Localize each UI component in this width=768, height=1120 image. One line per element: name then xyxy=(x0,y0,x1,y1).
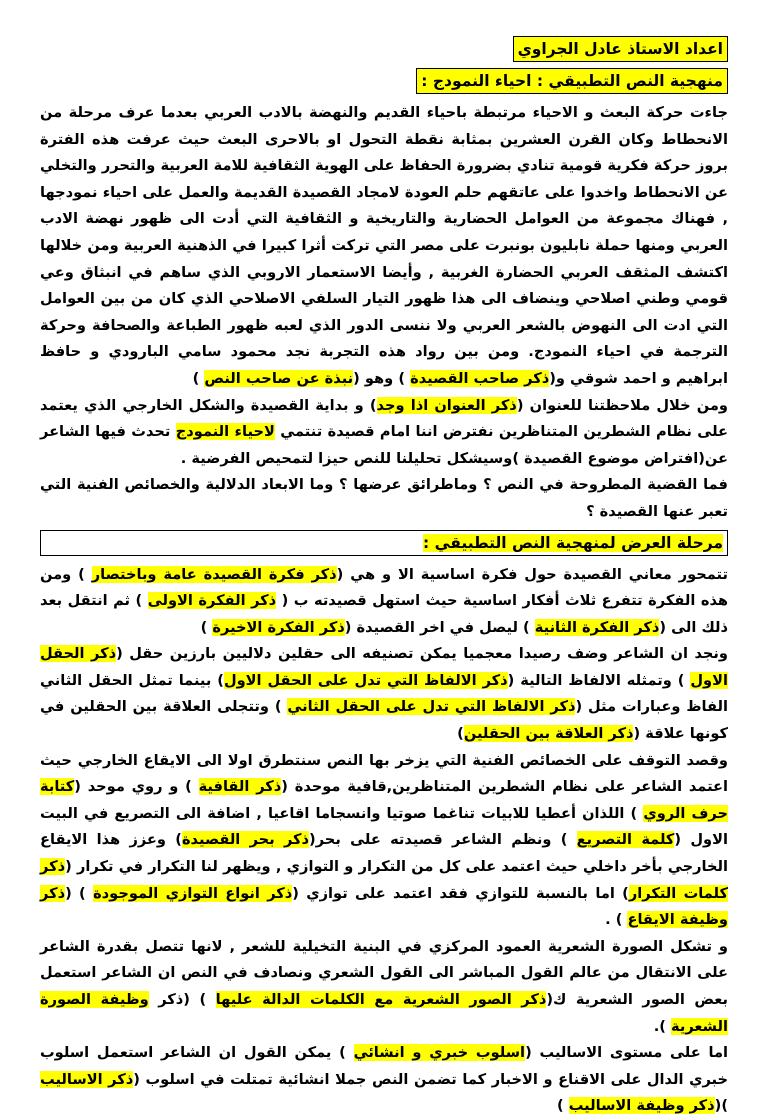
questions-paragraph: فما القضية المطروحة في النص ؟ وماطرائق عرضها ؟ وما الابعاد الدلالية والخصائص الفنية التي تعبر عنها القصيدة ؟ xyxy=(40,476,728,520)
p5-text-4: ) وتتجلى العلاقة بين الحقلين في كونها علاقة ( xyxy=(40,698,728,743)
p8-text-3: )( xyxy=(714,1097,728,1115)
intro-text-3: ) xyxy=(192,369,205,387)
imagery-paragraph xyxy=(40,934,728,1040)
intro-text-2: ) وهو ( xyxy=(353,369,411,387)
p7-text-2: ) (ذكر xyxy=(148,991,216,1008)
p5-text-1: ونجد ان الشاعر وضف رصيدا معجميا يمكن تصنيفه الى حقلين دلاليين بارزين حقل ( xyxy=(116,645,728,663)
section2-heading xyxy=(40,530,728,556)
p6-highlight-4: ذكر بحر القصيدة xyxy=(181,831,310,849)
p4-text-2: ) ومن هذه الفكرة تتفرع ثلاث أفكار اساسية حيث استهل قصيدته ب ( xyxy=(40,565,728,610)
p6-text-6: ) اما بالنسبة للتوازي فقد اعتمد على توازي ( xyxy=(292,884,629,902)
p5-highlight-1: ذكر الحقل الاول xyxy=(40,645,728,689)
p6-text-2: ) و روي موحد ( xyxy=(74,778,199,796)
p6-text-1: وقصد التوقف على الخصائص الفنية التي يزخر بها النص سنتطرق اولا الى الايقاع الخارجي حيث اعتمد الشاعر على نظام الشطرين المتناظرين,قافية موحدة ( xyxy=(40,751,728,796)
p8-text-4: ) xyxy=(556,1097,569,1115)
p4-highlight-2: ذكر الفكرة الاولى xyxy=(147,592,277,610)
p6-text-3: ) اللذان أعطيا للابيات تناغما صوتيا وانسجاما اقاعيا , اضافة الى التصريع في البيت الاول ( xyxy=(40,804,728,849)
p6-text-5: ) وعزز هذا الايقاع الخارجي بأخر داخلي حيث اعتمد على كل من التكرار و التوازي , ويظهر لنا التكرار في تكرار ( xyxy=(40,831,728,876)
section1-title: منهجية النص التطبيقي : احياء النمودج : xyxy=(416,68,728,94)
p8-highlight-2: ذكر الاساليب xyxy=(40,1070,134,1088)
author-label: اعداد الاستاذ عادل الجراوي xyxy=(513,36,728,62)
p4-highlight-4: ذكر الفكرة الاخيرة xyxy=(212,618,345,636)
p7-highlight-1: ذكر الصور الشعرية مع الكلمات الدالة عليها xyxy=(215,991,547,1008)
lexicon-paragraph xyxy=(40,641,728,747)
p5-highlight-3: ذكر الالفاظ التي تدل على الحقل الثاني xyxy=(287,698,576,716)
p8-text-1: اما على مستوى الاساليب ( xyxy=(525,1044,729,1062)
p2-highlight-2: لاحياء النمودج xyxy=(175,423,275,441)
p8-highlight-3: ذكر وظيفة الاساليب xyxy=(568,1097,715,1115)
p2-text-1: ومن خلال ملاحظتنا للعنوان ( xyxy=(516,396,728,414)
p4-text-5: ) xyxy=(200,618,213,636)
intro-highlight-1: ذكر صاحب القصيدة xyxy=(410,369,550,387)
author-heading-wrap xyxy=(40,36,728,62)
p7-text-1: و تشكل الصورة الشعرية العمود المركزي في البنية التخيلية للشعر , لانها تتصل بقدرة الشاعر على الانتقال من عالم القول المباشر الى القول الشعري ونصادف في النص ان الشاعر استعمل بعض الصور الشعرية ك( xyxy=(40,937,728,1008)
p8-text-2: ) يمكن القول ان الشاعر استعمل اسلوب خبري الدال على الاقناع و الاخبار كما تضمن النص جملا انشائية تمتلت في اسلوب ( xyxy=(40,1044,728,1088)
p4-highlight-3: ذكر الفكرة الثانية xyxy=(534,618,660,636)
p5-highlight-2: ذكر الالفاظ التي تدل على الحقل الاول xyxy=(223,671,508,689)
section2-title: مرحلة العرض لمنهجية النص التطبيقي : xyxy=(422,533,723,552)
intro-highlight-2: نبذة عن صاحب النص xyxy=(204,369,354,387)
p6-highlight-7: ذكر وظيفة الايقاع xyxy=(40,884,728,929)
p6-highlight-3: كلمة التصريع xyxy=(576,831,675,849)
p7-highlight-2: وظيفة الصورة الشعرية xyxy=(40,991,728,1035)
p4-text-4: ) ليصل في اخر القصيدة ( xyxy=(344,618,535,636)
p6-highlight-1: ذكر القافية xyxy=(198,778,282,796)
section1-heading-wrap xyxy=(40,68,728,94)
intro-text-1: جاءت حركة البعث و الاحياء مرتبطة باحياء القديم والنهضة بالادب العربي بعدما عرف مرحلة من الانحطاط وكان القرن العشرين بمثابة نقطة التحول او بالاحرى البعث حيث عرفت هذه الفترة بروز حركة فكرية قومية تنادي بضرورة الحفاظ على الهوية الثقافية للامة العربية والتحرر والتخلي عن الانحطاط واخدوا على عاتقهم حلم العودة لامجاد القصيدة القديمة والعمل على احياء نمودجها , فهناك مجموعة من العوامل الحضارية والتاريخية و الثقافية التي أدت الى ظهور نهضة الادب العربي ومنها حملة نابليون بونبرت على مصر التي تركت أثرا كبيرا في الذهنية العربية ومن خلالها اكتشف المثقف العربي الحضارة الغربية , وأيضا الاستعمار الاروبي الذي ساهم في انبثاق وعي قومي وطني اصلاحي وينضاف الى هذا ظهور التيار السلفي الاصلاحي الذي كان من بين العوامل التي ادت الى النهوض بالشعر العربي ولا ننسى الدور الذي لعبه ظهور الطباعة والصحافة وحركة الترجمة في احياء النمودج. ومن بين رواد هذه التجربة نجد محمود سامي البارودي و حافظ ابراهيم و احمد شوقي و( xyxy=(40,104,728,387)
ideas-paragraph xyxy=(40,562,728,642)
p6-text-8: ) . xyxy=(605,911,628,929)
styles-paragraph xyxy=(40,1040,728,1120)
p5-text-2: ) وتمثله الالفاظ التالية ( xyxy=(507,671,691,689)
p5-text-5: ) xyxy=(457,725,464,743)
intro-paragraph xyxy=(40,100,728,393)
p2-text-2: ) و بداية القصيدة والشكل الخارجي الذي يعتمد على نظام الشطرين المتناظرين نفترض اننا امام قصيدة تنتمي xyxy=(40,396,728,441)
p7-text-3: ). xyxy=(653,1017,672,1035)
hypothesis-paragraph xyxy=(40,393,728,473)
p2-highlight-1: ذكر العنوان اذا وجد xyxy=(376,396,517,414)
p8-highlight-1: اسلوب خبري و انشائي xyxy=(353,1044,526,1062)
p6-highlight-2: كتابة حرف الروي xyxy=(40,778,728,822)
rhythm-paragraph xyxy=(40,748,728,934)
p6-highlight-5: ذكر كلمات التكرار xyxy=(40,858,728,902)
p4-text-1: تتمحور معاني القصيدة حول فكرة اساسية الا و هي ( xyxy=(336,565,728,583)
p5-text-3: ) بينما تمثل الحقل الثاني الفاظ وعبارات مثل ( xyxy=(40,671,728,716)
p6-text-4: ) ونظم الشاعر قصيدته على بحر( xyxy=(309,831,577,849)
p6-text-7: ) ( xyxy=(65,884,94,902)
p4-text-3: ) ثم انتقل بعد ذلك الى ( xyxy=(40,592,728,636)
p4-highlight-1: ذكر فكرة القصيدة عامة وباختصار xyxy=(91,565,337,583)
p5-highlight-4: ذكر العلاقة بين الحقلين xyxy=(463,725,634,743)
p6-highlight-6: ذكر انواع التوازي الموجودة xyxy=(93,884,293,902)
p2-text-3: تحدث فيها الشاعر عن(افتراض موضوع القصيدة )وسيشكل تحليلنا للنص حيزا لتمحيص الفرضية . xyxy=(40,423,728,467)
